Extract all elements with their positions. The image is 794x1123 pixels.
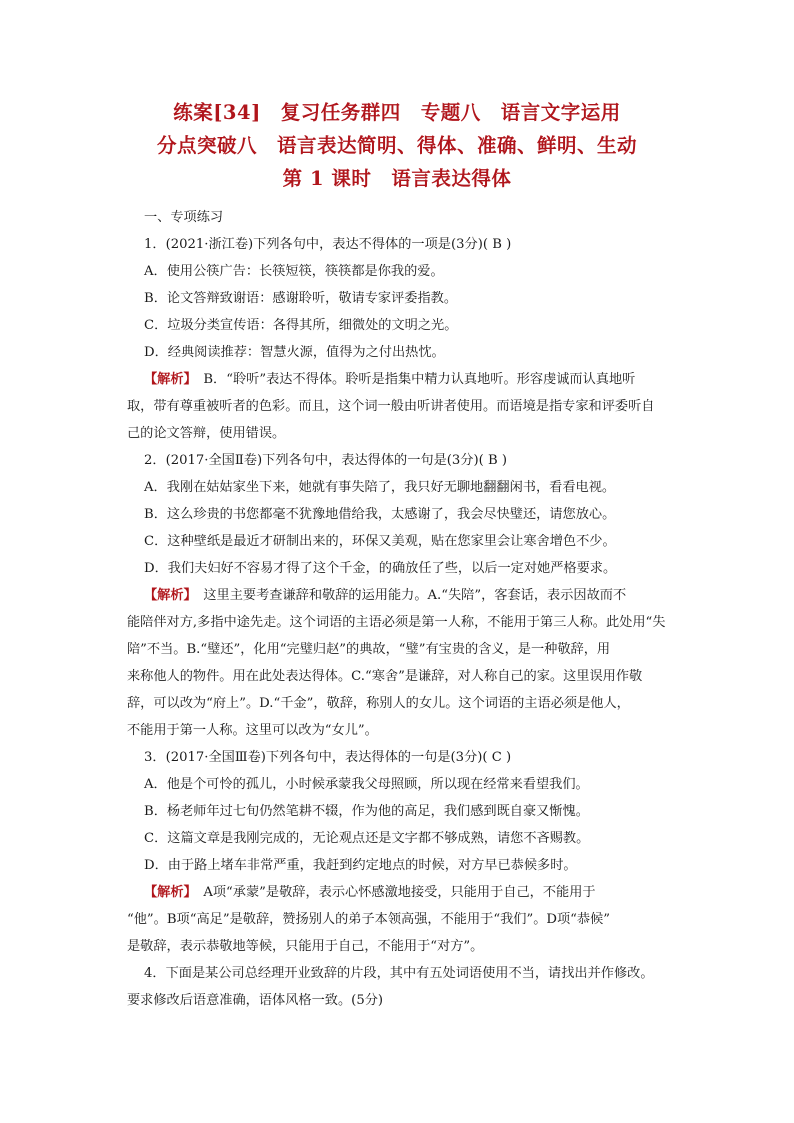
question-2-option-b: B．这么珍贵的书您都毫不犹豫地借给我，太感谢了，我会尽快璧还，请您放心。 (144, 507, 616, 522)
page-title-line1: 练案[34] 复习任务群四 专题八 语言文字运用 (173, 101, 621, 124)
question-2-option-d: D．我们夫妇好不容易才得了这个千金，的确放任了些，以后一定对她严格要求。 (144, 561, 617, 576)
question-1-explanation-line1 (144, 366, 664, 393)
question-1-explanation-line3: 己的论文答辩，使用错误。 (127, 426, 286, 441)
question-2-explanation-text: 这里主要考查谦辞和敬辞的运用能力。A.“失陪”，客套话，表示因故而不 (190, 588, 627, 603)
question-1-option-b: B．论文答辩致谢语：感谢聆听，敬请专家评委指教。 (144, 291, 458, 306)
question-2-explanation-line4: 来称他人的物件。用在此处表达得体。C.“寒舍”是谦辞，对人称自己的家。这里误用作敬 (127, 669, 643, 684)
question-1-explanation-text: B．“聆听”表达不得体。聆听是指集中精力认真地听。形容虔诚而认真地听 (190, 372, 636, 387)
question-1-option-c: C．垃圾分类宣传语：各得其所，细微处的文明之光。 (144, 318, 458, 333)
question-4-stem-line1: 4．下面是某公司总经理开业致辞的片段，其中有五处词语使用不当，请找出并作修改。 (144, 966, 654, 981)
question-2-stem: 2．(2017·全国Ⅱ卷)下列各句中，表达得体的一句是(3分)( B ) (144, 453, 508, 468)
question-2-explanation-line2: 能陪伴对方,多指中途先走。这个词语的主语必须是第一人称，不能用于第三人称。此处用“失 (127, 615, 666, 630)
question-3-option-a: A．他是个可怜的孤儿，小时候承蒙我父母照顾，所以现在经常来看望我们。 (144, 777, 589, 792)
question-1-stem: 1．(2021·浙江卷)下列各句中，表达不得体的一项是(3分)( B ) (144, 237, 512, 252)
analysis-tag: 【解析】 (144, 588, 191, 603)
question-3-stem: 3．(2017·全国Ⅲ卷)下列各句中，表达得体的一句是(3分)( C ) (144, 750, 512, 765)
question-2-explanation-line1 (144, 582, 664, 609)
analysis-tag: 【解析】 (144, 885, 191, 900)
question-1-explanation-line2: 取，带有尊重被听者的色彩。而且，这个词一般由听讲者使用。而语境是指专家和评委听自 (127, 399, 655, 414)
question-2-explanation-line3: 陪”不当。B.“璧还”，化用“完璧归赵”的典故，“璧”有宝贵的含义，是一种敬辞，用 (127, 642, 611, 657)
title-block (0, 96, 794, 195)
question-3-option-b: B．杨老师年过七旬仍然笔耕不辍，作为他的高足，我们感到既自豪又惭愧。 (144, 804, 589, 819)
question-3-explanation-line2: “他”。B项“高足”是敬辞，赞扬别人的弟子本领高强，不能用于“我们”。D项“恭候” (127, 912, 611, 927)
question-1-option-d: D．经典阅读推荐：智慧火源，值得为之付出热忱。 (144, 345, 445, 360)
question-3-explanation-line1 (144, 879, 664, 906)
question-3-option-d: D．由于路上堵车非常严重，我赶到约定地点的时候，对方早已恭候多时。 (144, 858, 577, 873)
question-3-explanation-text: A项“承蒙”是敬辞，表示心怀感激地接受，只能用于自己，不能用于 (190, 885, 596, 900)
question-3-option-c: C．这篇文章是我刚完成的，无论观点还是文字都不够成熟，请您不吝赐教。 (144, 831, 590, 846)
section-heading: 一、专项练习 (144, 210, 224, 225)
question-2-explanation-line6: 不能用于第一人称。这里可以改为“女儿”。 (127, 723, 378, 738)
question-2-explanation-line5: 辞，可以改为“府上”。D.“千金”，敬辞，称别人的女儿。这个词语的主语必须是他人， (127, 696, 630, 711)
analysis-tag: 【解析】 (144, 372, 191, 387)
question-3-explanation-line3: 是敬辞，表示恭敬地等候，只能用于自己，不能用于“对方”。 (127, 939, 484, 954)
content-body (127, 204, 666, 1014)
question-1-option-a: A．使用公筷广告：长筷短筷，筷筷都是你我的爱。 (144, 264, 444, 279)
question-4-stem-line2: 要求修改后语意准确，语体风格一致。(5分) (127, 993, 384, 1008)
question-2-option-c: C．这种壁纸是最近才研制出来的，环保又美观，贴在您家里会让寒舍增色不少。 (144, 534, 616, 549)
question-2-option-a: A．我刚在姑姑家坐下来，她就有事失陪了，我只好无聊地翻翻闲书，看看电视。 (144, 480, 616, 495)
page-title-line2: 分点突破八 语言表达简明、得体、准确、鲜明、生动 (156, 134, 637, 157)
page-title-line3: 第 1 课时 语言表达得体 (282, 167, 512, 190)
